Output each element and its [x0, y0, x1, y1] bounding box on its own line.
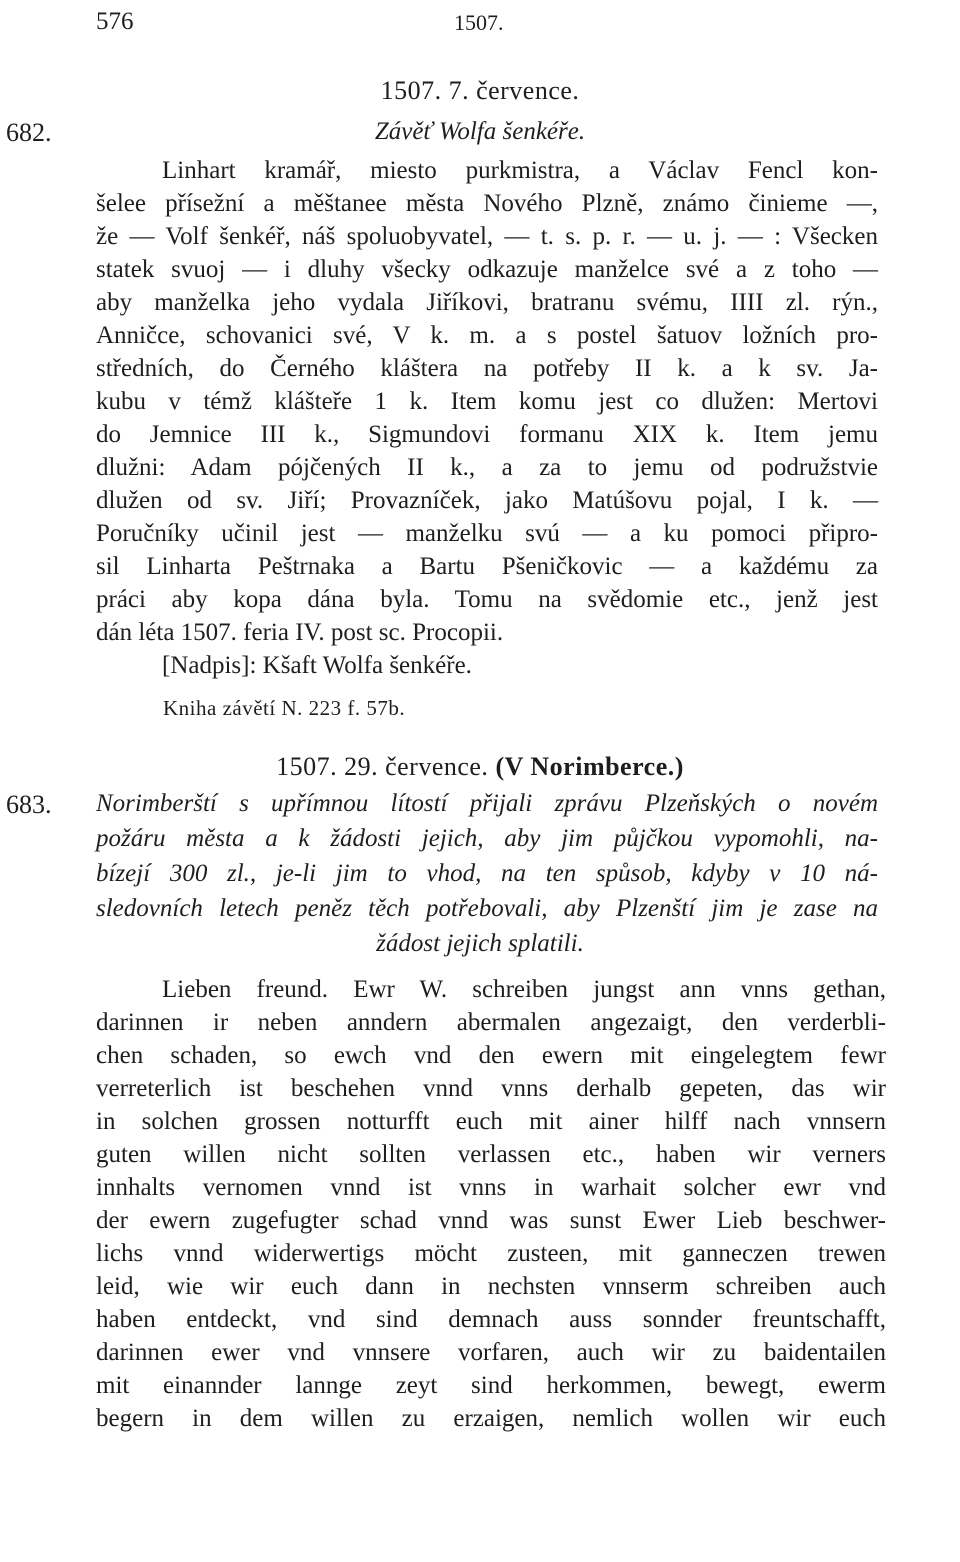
- text-line: dlužni: Adam pójčených II k., a za to jemu od podružstvie: [96, 454, 878, 481]
- text-line: Lieben freund. Ewr W. schreiben jungst ann vnns gethan,: [162, 976, 886, 1003]
- text-line: statek svuoj — i dluhy všecky odkazuje manželce své a z toho —: [96, 256, 878, 283]
- text-line: darinnen ewer vnd vnnsere vorfaren, auch wir zu baidentailen: [96, 1339, 886, 1366]
- text-line: sil Linharta Peštrnaka a Bartu Pšeničkovic — a každému za: [96, 553, 878, 580]
- page-number: 576: [96, 8, 134, 35]
- date-place: (V Norimberce.): [495, 752, 684, 781]
- text-line: práci aby kopa dána byla. Tomu na svědomie etc., jenž jest: [96, 586, 878, 613]
- text-line: leid, wie wir euch dann in nechsten vnnserm schreiben auch: [96, 1273, 886, 1300]
- text-line: in solchen grossen notturfft euch mit ainer hilff nach vnnsern: [96, 1108, 886, 1135]
- text-line: verreterlich ist beschehen vnnd vnns derhalb gepeten, das wir: [96, 1075, 886, 1102]
- text-line: innhalts vernomen vnnd ist vnns in warhait solcher ewr vnd: [96, 1174, 886, 1201]
- text-line: darinnen ir neben anndern abermalen angezaigt, den verderbli-: [96, 1009, 886, 1036]
- text-line: haben entdeckt, vnd sind demnach auss sonnder freuntschafft,: [96, 1306, 886, 1333]
- inscription: [Nadpis]: Kšaft Wolfa šenkéře.: [162, 652, 472, 679]
- document-regest: Závěť Wolfa šenkéře.: [374, 118, 586, 145]
- text-line: chen schaden, so ewch vnd den ewern mit eingelegtem fewr: [96, 1042, 886, 1069]
- regest-line: požáru města a k žádosti jejich, aby jim půjčkou vypomohli, na-: [96, 825, 878, 852]
- regest-line: žádost jejich splatili.: [376, 930, 584, 957]
- text-line: kubu v témž klášteře 1 k. Item komu jest co dlužen: Mertovi: [96, 388, 878, 415]
- document-date: 1507. 7. července.: [380, 76, 580, 105]
- text-line: der ewern zugefugter schad vnnd was sunst Ewer Lieb beschwer-: [96, 1207, 886, 1234]
- text-line: dlužen od sv. Jiří; Provazníček, jako Matúšovu pojal, I k. —: [96, 487, 878, 514]
- regest-line: Norimberští s upřímnou lítostí přijali zprávu Plzeňských o novém: [96, 790, 878, 817]
- text-line: Poručníky učinil jest — manželku svú — a ku pomoci připro-: [96, 520, 878, 547]
- text-line: Linhart kramář, miesto purkmistra, a Václav Fencl kon-: [162, 157, 878, 184]
- regest-line: bízejí 300 zl., je-li jim to vhod, na ten spůsob, kdyby v 10 ná-: [96, 860, 878, 887]
- text-line: lichs vnnd widerwertigs möcht zusteen, mit ganneczen trewen: [96, 1240, 886, 1267]
- date-main: 1507. 29. července.: [276, 752, 489, 781]
- text-line: Anničce, schovanici své, V k. m. a s postel šatuov ložních pro-: [96, 322, 878, 349]
- text-line: guten willen nicht sollten verlassen etc., haben wir verners: [96, 1141, 886, 1168]
- running-head: 1507.: [454, 10, 504, 35]
- text-line: begern in dem willen zu erzaigen, nemlich wollen wir euch: [96, 1405, 886, 1432]
- text-line: do Jemnice III k., Sigmundovi formanu XIX k. Item jemu: [96, 421, 878, 448]
- document-number: 682.: [6, 118, 52, 147]
- text-line: mit einannder lannge zeyt sind herkommen, bewegt, ewerm: [96, 1372, 886, 1399]
- text-line: že — Volf šenkéř, náš spoluobyvatel, — t. s. p. r. — u. j. — : Všecken: [96, 223, 878, 250]
- regest-line: sledovních letech peněz těch potřebovali, aby Plzenští jim je zase na: [96, 895, 878, 922]
- text-line: středních, do Černého kláštera na potřeby II k. a k sv. Ja-: [96, 355, 878, 382]
- document-number: 683.: [6, 790, 52, 819]
- archival-source: Kniha závětí N. 223 f. 57b.: [163, 696, 406, 720]
- text-line: šelee přísežní a měštanee města Nového Plzně, známo činieme —,: [96, 190, 878, 217]
- document-date: [0, 752, 960, 782]
- text-line: aby manželka jeho vydala Jiříkovi, bratranu svému, IIII zl. rýn.,: [96, 289, 878, 316]
- text-line: dán léta 1507. feria IV. post sc. Procopii.: [96, 619, 504, 646]
